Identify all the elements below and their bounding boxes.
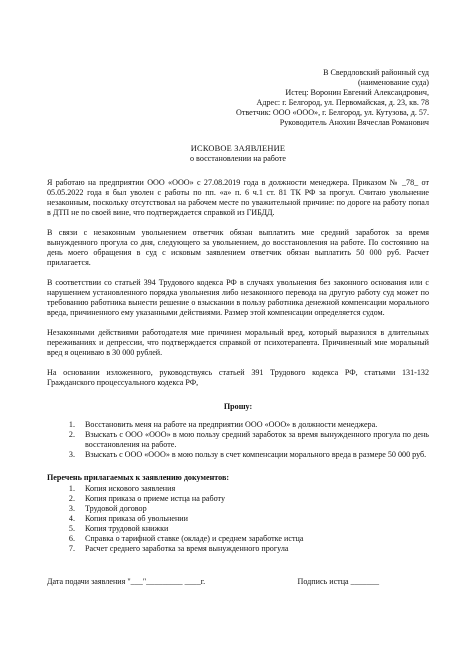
defendant-director: Руководитель Анохин Вячеслав Романович (279, 118, 429, 127)
document-subtitle: о восстановлении на работе (189, 154, 286, 163)
paragraph-employment: Я работаю на предприятии ООО «ООО» с 27.08.2019 года в должности менеджера. Приказом № _78_ от 05.05.2022 года я был уволен с работы по пп. «а» п. 6 ч.1 ст. 81 ТК РФ за прогул. Считаю увольнение незаконным, поскольку отсутствовал на рабочем месте по уважительной причине: по дороге на работу попал в ДТП не по своей вине, что подтверждается справкой из ГИБДД. (47, 178, 429, 217)
attachment-item: 3. Трудовой договор (77, 504, 429, 514)
attachment-item: 7. Расчет среднего заработка за время вынужденного прогула (77, 544, 429, 554)
document-footer (47, 577, 429, 587)
attachment-item: 5. Копия трудовой книжки (77, 524, 429, 534)
request-heading: Прошу: (223, 402, 253, 411)
request-list (47, 420, 429, 460)
request-item: 3. Взыскать с ООО «ООО» в мою пользу в счет компенсации морального вреда в размере 50 000 руб. (77, 450, 429, 460)
attachment-item: 6. Справка о тарифной ставке (окладе) и среднем заработке истца (77, 534, 429, 544)
defendant-info: Ответчик: ООО «ООО», г. Белгород, ул. Кутузова, д. 57. (236, 108, 429, 117)
request-item: 1. Восстановить меня на работе на предприятии ООО «ООО» в должности менеджера. (77, 420, 429, 430)
paragraph-moral-damage: Незаконными действиями работодателя мне причинен моральный вред, который выразился в длительных переживаниях и депрессии, что подтверждается справкой от психотерапевта. Причиненный мне моральный вред я оцениваю в 30 000 рублей. (47, 328, 429, 357)
paragraph-salary: В связи с незаконным увольнением ответчик обязан выплатить мне средний заработок за время вынужденного прогула со дня, следующего за увольнением, до восстановления на работе. По состоянию на день моего обращения в суд с исковым заявлением ответчик обязан выплатить 50 000 руб. Расчет прилагается. (47, 228, 429, 267)
document-title: ИСКОВОЕ ЗАЯВЛЕНИЕ (190, 144, 286, 153)
signature-field: Подпись истца _______ (297, 577, 379, 586)
document-header (47, 68, 429, 128)
filing-date-field: Дата подачи заявления "___"_________ ____г. (47, 577, 206, 586)
paragraph-law-394: В соответствии со статьей 394 Трудового кодекса РФ в случаях увольнения без законного основания или с нарушением установленного порядка увольнения либо незаконного перевода на другую работу суд может по требованию работника вынести решение о взыскании в пользу работника денежной компенсации морального вреда, причиненного ему указанными действиями. Размер этой компенсации определяется судом. (47, 278, 429, 317)
request-item: 2. Взыскать с ООО «ООО» в мою пользу средний заработок за время вынужденного прогула по день восстановления на работе. (77, 430, 429, 450)
attachments-heading: Перечень прилагаемых к заявлению документов: (47, 473, 230, 482)
attachment-item: 2. Копия приказа о приеме истца на работу (77, 494, 429, 504)
paragraph-legal-basis: На основании изложенного, руководствуясь статьей 391 Трудового кодекса РФ, статьями 131-132 Гражданского процессуального кодекса РФ, (47, 368, 429, 387)
attachment-item: 1. Копия искового заявления (77, 484, 429, 494)
plaintiff-name: Истец: Воронин Евгений Александрович, (285, 88, 429, 97)
court-name: В Свердловский районный суд (323, 68, 429, 77)
attachment-item: 4. Копия приказа об увольнении (77, 514, 429, 524)
attachments-list (47, 484, 429, 554)
plaintiff-address: Адрес: г. Белгород, ул. Первомайская, д. 23, кв. 78 (256, 98, 429, 107)
court-note: (наименование суда) (357, 78, 429, 87)
